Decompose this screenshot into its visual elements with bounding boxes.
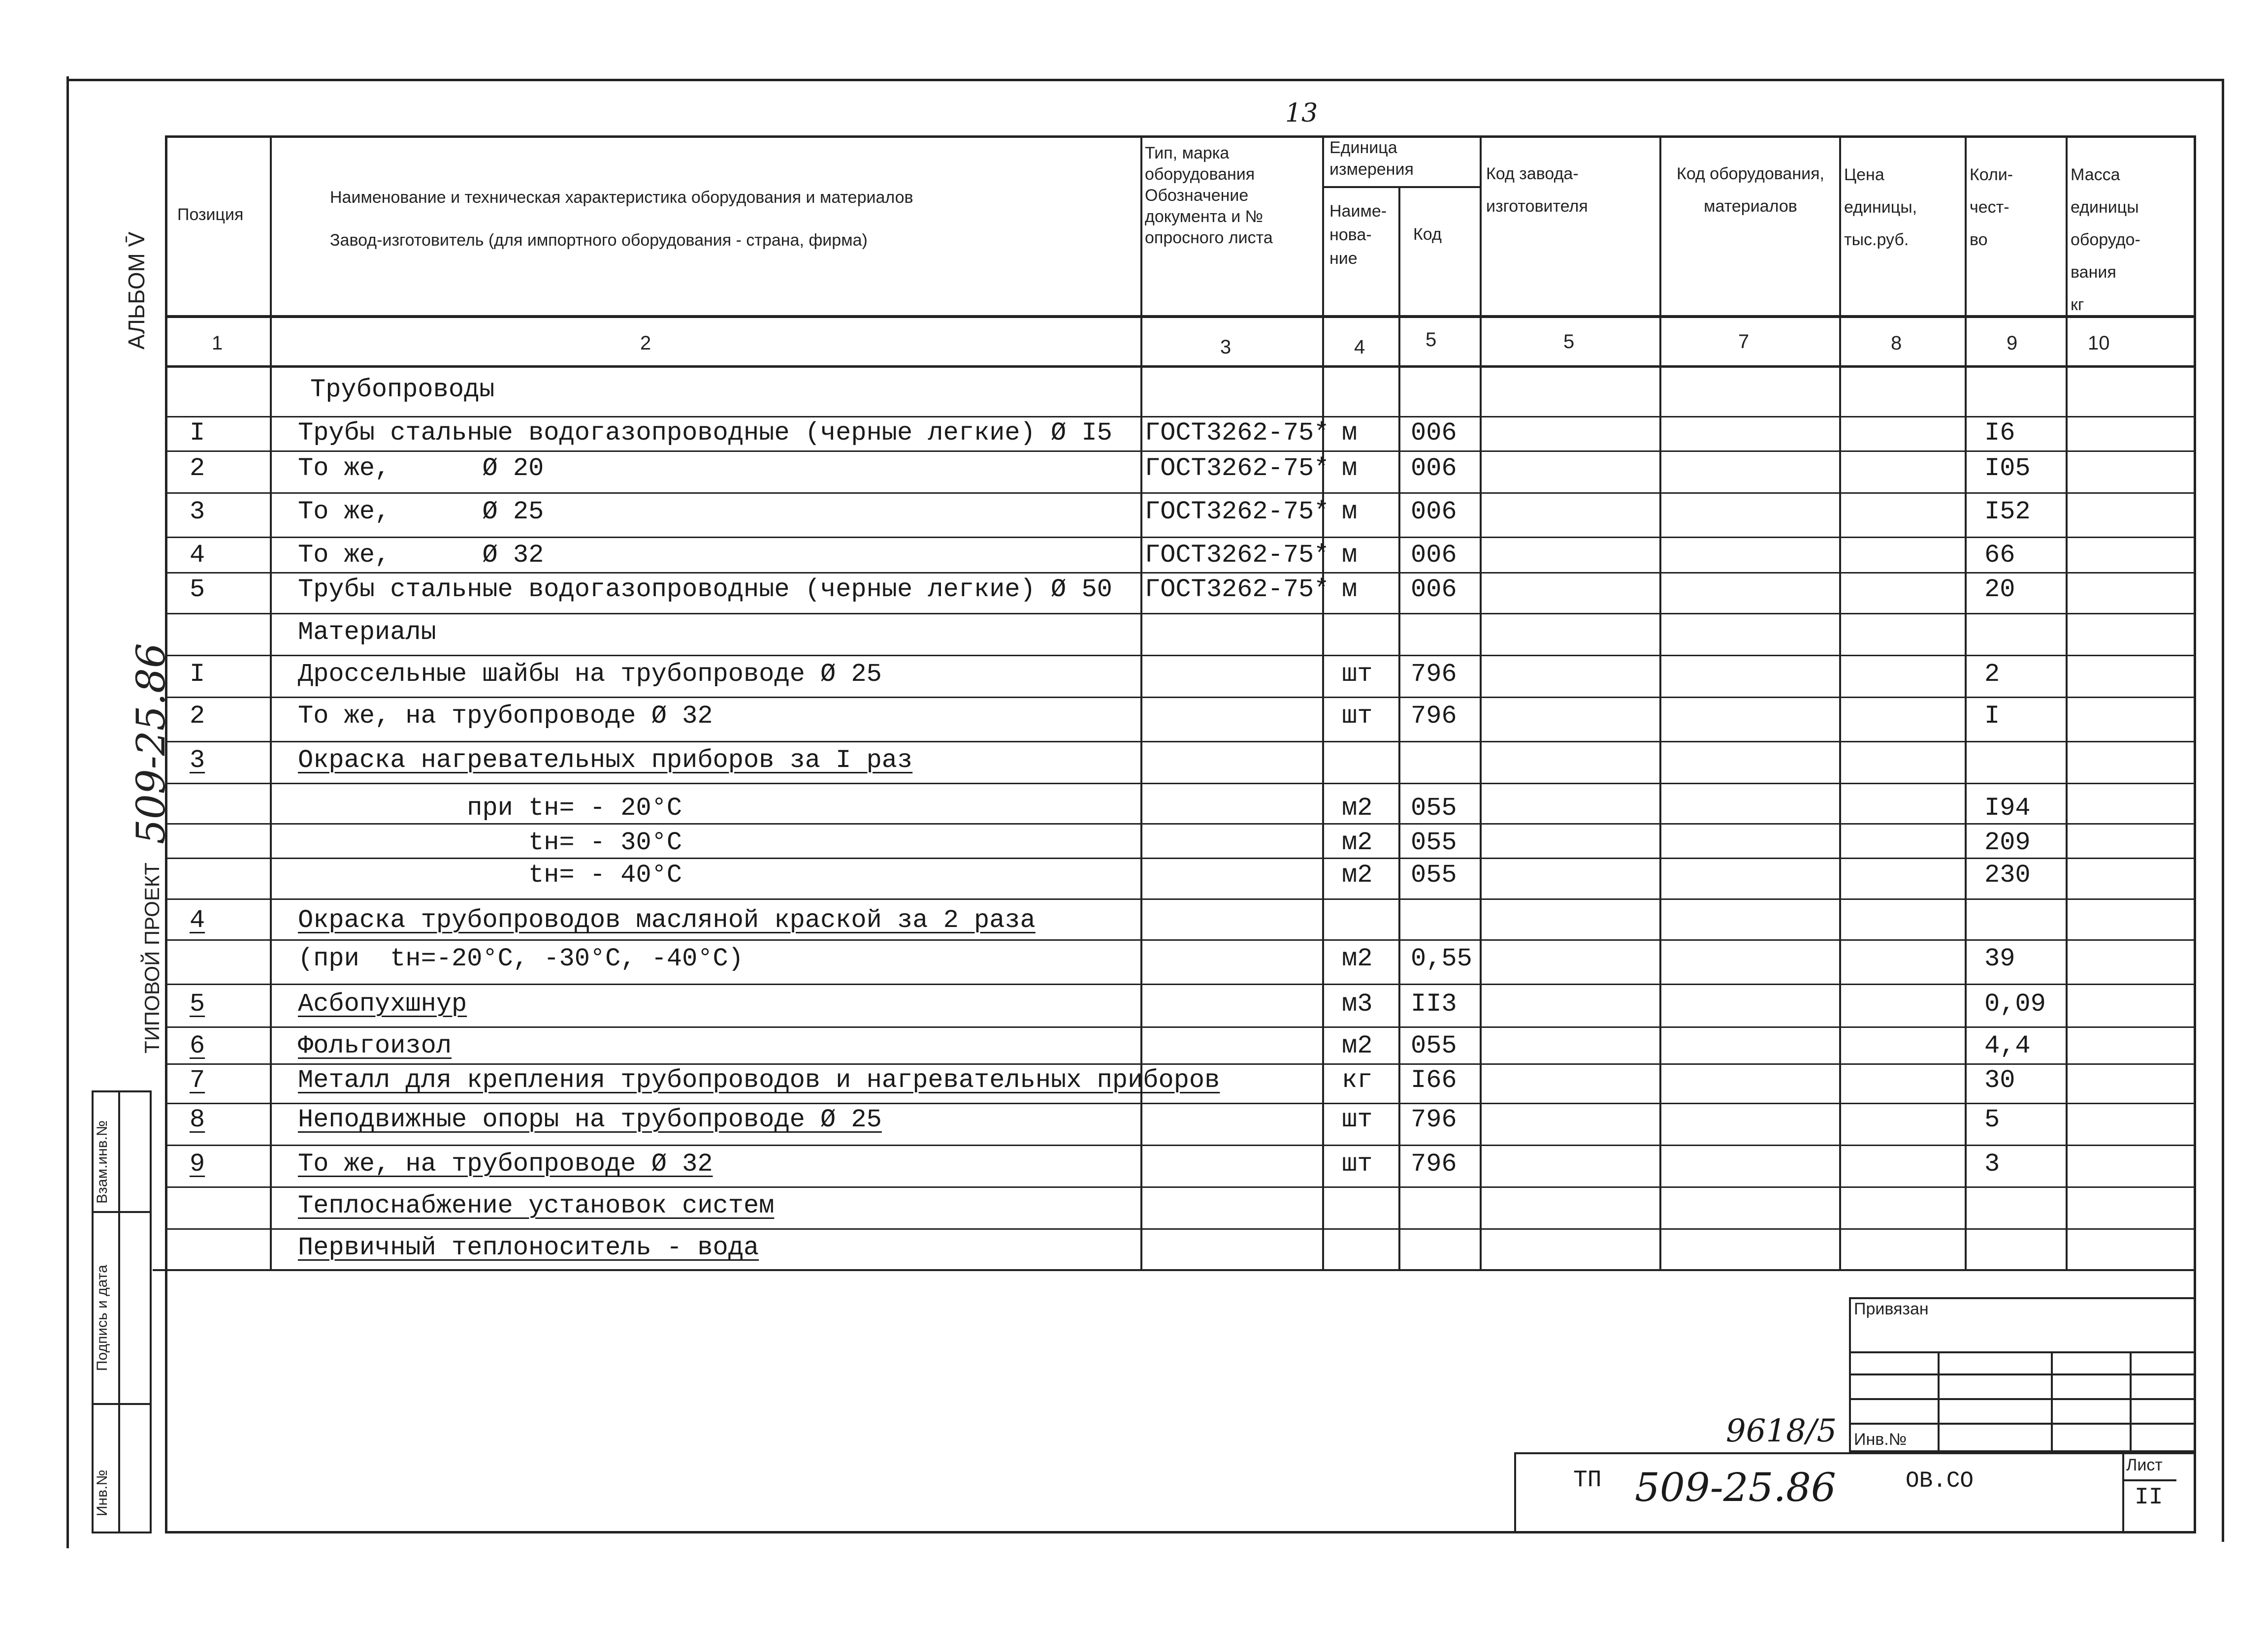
row-unit: м — [1342, 497, 1358, 526]
row-name: Металл для крепления трубопроводов и нагревательных приборов — [298, 1066, 1220, 1095]
bound-line-1 — [1849, 1351, 2196, 1353]
header-unit-line: измерения — [1329, 160, 1414, 179]
row-line — [165, 697, 2196, 698]
row-unit: м3 — [1342, 990, 1373, 1019]
row-name: Неподвижные опоры на трубопроводе Ø 25 — [298, 1105, 882, 1134]
row-line — [165, 984, 2196, 985]
row-name: Асбопухшнур — [298, 990, 467, 1019]
row-line — [165, 939, 2196, 941]
header-type-line: опросного листа — [1145, 228, 1273, 247]
table-body-bottom-line — [153, 1269, 2196, 1271]
row-document: ГОСТ3262-75* — [1145, 575, 1329, 604]
outer-frame-left — [66, 76, 69, 1548]
row-unit-code: 796 — [1411, 1105, 1457, 1134]
row-document: ГОСТ3262-75* — [1145, 454, 1329, 483]
sheet-label: Лист — [2126, 1456, 2163, 1474]
row-unit: м2 — [1342, 944, 1373, 973]
row-quantity: 20 — [1984, 575, 2015, 604]
row-line — [165, 655, 2196, 656]
col-num-6: 5 — [1563, 331, 1575, 352]
col-num-1: 1 — [212, 332, 223, 354]
row-position: I — [190, 418, 205, 447]
col-num-3: 3 — [1220, 336, 1231, 358]
row-position: 5 — [190, 990, 205, 1019]
row-line — [165, 416, 2196, 417]
row-line — [165, 1228, 2196, 1230]
row-quantity: I6 — [1984, 418, 2015, 447]
row-position: 4 — [190, 906, 205, 935]
stamp-inv-number: 9618/5 — [1726, 1413, 1837, 1449]
col-num-9: 9 — [2007, 332, 2018, 354]
col-num-2: 2 — [640, 332, 651, 354]
row-unit-code: 055 — [1411, 861, 1457, 890]
row-position: I — [190, 660, 205, 689]
row-document: ГОСТ3262-75* — [1145, 418, 1329, 447]
row-name: Фольгоизол — [298, 1031, 452, 1060]
stamp-label-replaced-inv: Взам.инв.№ — [94, 1120, 110, 1204]
col-line-9 — [2066, 135, 2068, 1269]
header-bottom-line — [165, 315, 2196, 318]
header-price-line: единицы, — [1844, 198, 1917, 217]
stamp-label-signature: Подпись и дата — [94, 1265, 110, 1371]
header-type — [1145, 143, 1273, 249]
row-line — [165, 613, 2196, 614]
row-name: Материалы — [298, 618, 436, 647]
header-name-line1: Наименование и техническая характеристика оборудования и материалов — [330, 188, 913, 207]
header-qty — [1970, 159, 2013, 256]
col-num-4: 4 — [1354, 336, 1365, 358]
header-type-line: оборудования — [1145, 165, 1255, 184]
row-unit-code: 006 — [1411, 418, 1457, 447]
header-mass-line: кг — [2071, 295, 2084, 314]
row-unit: шт — [1342, 1149, 1373, 1179]
row-position: 2 — [190, 454, 205, 483]
row-line — [165, 1186, 2196, 1188]
col-line-6 — [1659, 135, 1661, 1269]
header-price-line: Цена — [1844, 165, 1884, 184]
row-position: 2 — [190, 702, 205, 731]
row-document: ГОСТ3262-75* — [1145, 541, 1329, 570]
header-price — [1844, 159, 1917, 256]
stamp-tp-label: ТП — [1573, 1467, 1602, 1494]
unit-header-split-line — [1322, 186, 1480, 188]
col-line-5 — [1480, 135, 1482, 1269]
col-num-5: 5 — [1426, 329, 1437, 351]
row-line — [165, 1145, 2196, 1146]
row-unit-code: 796 — [1411, 702, 1457, 731]
row-unit: м2 — [1342, 1031, 1373, 1060]
header-type-line: документа и № — [1145, 207, 1264, 226]
stamp-label-inv: Инв.№ — [94, 1469, 110, 1516]
row-unit-code: 055 — [1411, 828, 1457, 857]
row-unit: м — [1342, 575, 1358, 604]
header-name-line2: Завод-изготовитель (для импортного оборудования - страна, фирма) — [330, 231, 868, 250]
row-quantity: I52 — [1984, 497, 2031, 526]
bound-line-2 — [1849, 1373, 2196, 1375]
row-name: при tн= - 20°С — [298, 794, 682, 823]
col-num-7: 7 — [1738, 331, 1750, 352]
row-unit: шт — [1342, 702, 1373, 731]
row-position: 3 — [190, 746, 205, 775]
header-unit-name — [1329, 199, 1387, 270]
bound-line-3 — [1849, 1398, 2196, 1400]
row-unit-code: 006 — [1411, 541, 1457, 570]
header-equip-line: Код оборудования, — [1677, 164, 1824, 183]
row-unit: м2 — [1342, 828, 1373, 857]
row-unit: м — [1342, 541, 1358, 570]
bound-vline-3 — [2130, 1351, 2132, 1452]
row-line — [165, 823, 2196, 825]
row-line — [165, 1103, 2196, 1104]
left-stamp-divider-2 — [92, 1403, 152, 1405]
header-unit-code: Код — [1413, 225, 1442, 244]
header-type-line: Тип, марка — [1145, 144, 1230, 162]
header-qty-line: Коли- — [1970, 165, 2013, 184]
row-position: 7 — [190, 1066, 205, 1095]
header-equip — [1662, 158, 1839, 223]
row-name: То же, на трубопроводе Ø 32 — [298, 1149, 713, 1179]
col-line-7 — [1839, 135, 1841, 1269]
row-document: ГОСТ3262-75* — [1145, 497, 1329, 526]
header-mass-line: единицы — [2071, 198, 2139, 217]
col-line-1 — [270, 135, 272, 1269]
row-name: Первичный теплоноситель - вода — [298, 1233, 759, 1262]
bound-vline-2 — [2051, 1351, 2053, 1452]
row-quantity: 230 — [1984, 861, 2031, 890]
row-position: 9 — [190, 1149, 205, 1179]
sheet-box-divider — [2122, 1479, 2176, 1481]
header-maker-line: Код завода- — [1486, 164, 1579, 183]
stamp-project-number: 509-25.86 — [1635, 1465, 1836, 1510]
header-mass-line: оборудо- — [2071, 230, 2140, 249]
row-name: Трубопроводы — [310, 375, 495, 404]
row-quantity: 3 — [1984, 1149, 2000, 1179]
row-unit: шт — [1342, 660, 1373, 689]
row-unit: м2 — [1342, 794, 1373, 823]
row-position: 3 — [190, 497, 205, 526]
left-stamp-divider-1 — [92, 1211, 152, 1213]
row-quantity: 66 — [1984, 541, 2015, 570]
stamp-doc-code: ОВ.СО — [1906, 1468, 1974, 1494]
header-type-line: Обозначение — [1145, 186, 1249, 205]
row-line — [165, 858, 2196, 859]
row-line — [165, 898, 2196, 900]
project-label: ТИПОВОЙ ПРОЕКТ — [140, 862, 163, 1053]
row-unit-code: 006 — [1411, 575, 1457, 604]
row-name: Трубы стальные водогазопроводные (черные легкие) Ø I5 — [298, 418, 1112, 447]
row-name: Трубы стальные водогазопроводные (черные легкие) Ø 50 — [298, 575, 1112, 604]
row-name: tн= - 40°С — [298, 861, 682, 890]
row-quantity: 209 — [1984, 828, 2031, 857]
row-line — [165, 1063, 2196, 1065]
row-quantity: 5 — [1984, 1105, 2000, 1134]
row-line — [165, 492, 2196, 494]
side-project-number: 509-25.86 — [128, 643, 174, 844]
row-name: То же, Ø 25 — [298, 497, 544, 526]
row-unit-code: 0,55 — [1411, 944, 1472, 973]
header-unit — [1329, 137, 1414, 180]
header-mass — [2071, 159, 2140, 321]
row-name: tн= - 30°С — [298, 828, 682, 857]
colnum-bottom-line — [165, 365, 2196, 368]
row-quantity: 0,09 — [1984, 990, 2046, 1019]
header-unit-line: Единица — [1329, 138, 1397, 157]
header-unit-name-line: Наиме- — [1329, 202, 1387, 221]
row-unit: м — [1342, 418, 1358, 447]
header-unit-name-line: ние — [1329, 249, 1358, 268]
row-quantity: 39 — [1984, 944, 2015, 973]
stamp-inv-label: Инв.№ — [1854, 1430, 1907, 1449]
row-unit: кг — [1342, 1066, 1373, 1095]
row-line — [165, 450, 2196, 452]
row-quantity: 2 — [1984, 660, 2000, 689]
header-qty-line: чест- — [1970, 198, 2009, 217]
row-line — [165, 741, 2196, 742]
header-unit-name-line: нова- — [1329, 225, 1372, 244]
bound-vline-1 — [1938, 1351, 1940, 1452]
row-unit-code: 796 — [1411, 660, 1457, 689]
row-position: 8 — [190, 1105, 205, 1134]
row-line — [165, 783, 2196, 784]
row-name: Дроссельные шайбы на трубопроводе Ø 25 — [298, 660, 882, 689]
row-unit: м2 — [1342, 861, 1373, 890]
row-quantity: I — [1984, 702, 2000, 731]
row-unit-code: 796 — [1411, 1149, 1457, 1179]
row-unit-code: II3 — [1411, 990, 1457, 1019]
row-line — [165, 537, 2196, 538]
header-maker-line: изготовителя — [1486, 197, 1588, 216]
row-position: 6 — [190, 1031, 205, 1060]
bound-label: Привязан — [1854, 1300, 1929, 1318]
bound-line-4 — [1849, 1423, 2196, 1425]
row-quantity: I05 — [1984, 454, 2031, 483]
title-block-main — [1514, 1452, 2196, 1533]
row-name: То же, Ø 32 — [298, 541, 544, 570]
row-name: Окраска нагревательных приборов за I раз — [298, 746, 913, 775]
header-qty-line: во — [1970, 230, 1988, 249]
sheet-number: II — [2135, 1484, 2163, 1511]
row-name: Теплоснабжение установок систем — [298, 1191, 775, 1220]
row-quantity: 4,4 — [1984, 1031, 2031, 1060]
col-num-10: 10 — [2088, 332, 2110, 354]
row-unit-code: 006 — [1411, 497, 1457, 526]
page-number: 13 — [1285, 98, 1318, 128]
header-mass-line: Масса — [2071, 165, 2120, 184]
row-name: То же, Ø 20 — [298, 454, 544, 483]
row-line — [165, 572, 2196, 574]
row-unit-code: I66 — [1411, 1066, 1457, 1095]
row-name: (при tн=-20°С, -30°С, -40°С) — [298, 944, 744, 973]
row-unit: м — [1342, 454, 1358, 483]
row-position: 5 — [190, 575, 205, 604]
row-line — [165, 1026, 2196, 1028]
row-unit-code: 055 — [1411, 794, 1457, 823]
header-equip-line: материалов — [1704, 197, 1797, 216]
row-unit: шт — [1342, 1105, 1373, 1134]
col-line-3 — [1322, 135, 1324, 1269]
row-quantity: I94 — [1984, 794, 2031, 823]
row-name: То же, на трубопроводе Ø 32 — [298, 702, 713, 731]
row-quantity: 30 — [1984, 1066, 2015, 1095]
header-position: Позиция — [177, 205, 244, 224]
header-mass-line: вания — [2071, 263, 2116, 282]
col-line-2 — [1140, 135, 1142, 1269]
row-name: Окраска трубопроводов масляной краской за 2 раза — [298, 906, 1036, 935]
row-position: 4 — [190, 541, 205, 570]
row-unit-code: 055 — [1411, 1031, 1457, 1060]
header-maker — [1486, 158, 1588, 223]
header-price-line: тыс.руб. — [1844, 230, 1909, 249]
col-num-8: 8 — [1891, 332, 1902, 354]
col-line-8 — [1965, 135, 1967, 1269]
col-line-4 — [1398, 186, 1400, 1269]
row-unit-code: 006 — [1411, 454, 1457, 483]
album-label: АЛЬБОМ V̄ — [124, 231, 149, 350]
